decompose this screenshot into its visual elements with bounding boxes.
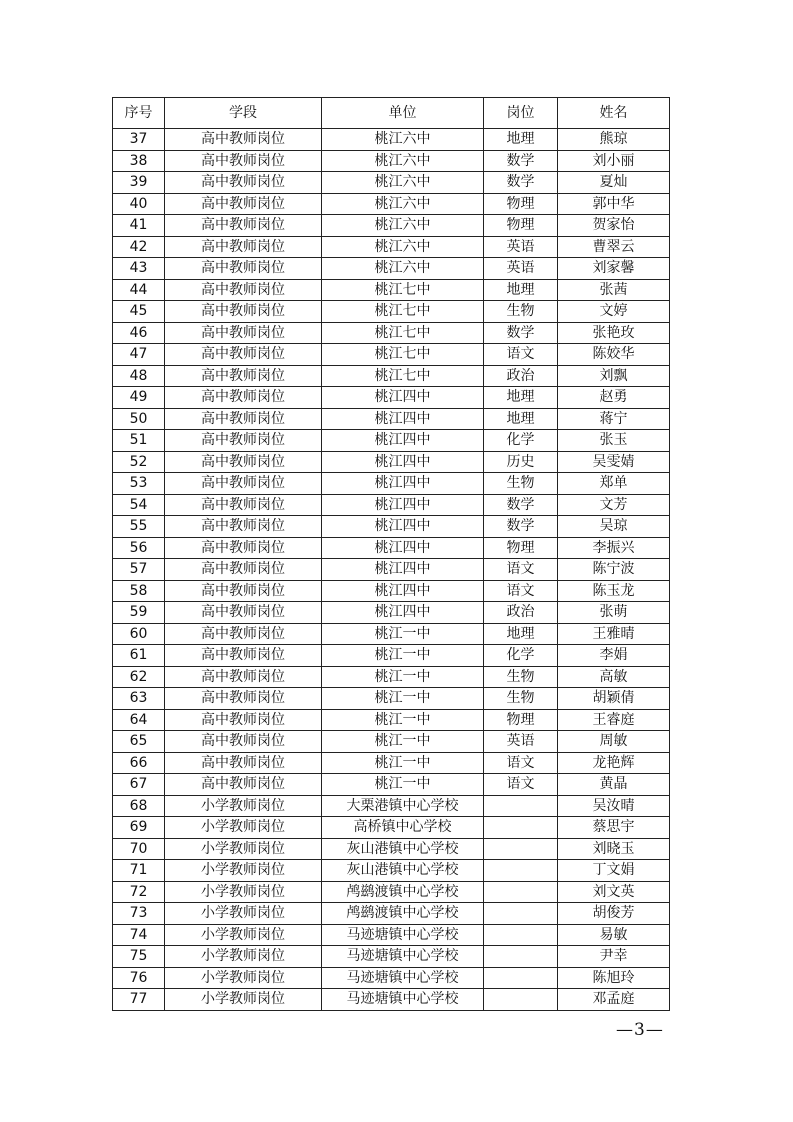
cell-stage: 小学教师岗位 [165,817,322,839]
cell-name: 夏灿 [558,172,670,194]
cell-no: 70 [113,838,165,860]
table-row [113,430,670,452]
cell-stage: 小学教师岗位 [165,924,322,946]
cell-no: 57 [113,559,165,581]
cell-unit: 大栗港镇中心学校 [322,795,484,817]
cell-no: 42 [113,236,165,258]
cell-unit: 灰山港镇中心学校 [322,860,484,882]
cell-name: 吴汝晴 [558,795,670,817]
cell-no: 64 [113,709,165,731]
table-row [113,344,670,366]
cell-post [484,903,558,925]
table-row [113,645,670,667]
cell-name: 邓孟庭 [558,989,670,1011]
cell-post: 语文 [484,752,558,774]
page-number: —3— [616,1020,664,1040]
cell-no: 67 [113,774,165,796]
table-row [113,322,670,344]
cell-stage: 高中教师岗位 [165,236,322,258]
cell-post: 生物 [484,473,558,495]
cell-unit: 马迹塘镇中心学校 [322,924,484,946]
cell-unit: 马迹塘镇中心学校 [322,946,484,968]
table-row [113,774,670,796]
header-unit: 单位 [322,98,484,129]
cell-post: 政治 [484,602,558,624]
cell-name: 贺家怡 [558,215,670,237]
cell-post: 地理 [484,623,558,645]
cell-post: 英语 [484,731,558,753]
cell-name: 吴雯婧 [558,451,670,473]
table-body [113,129,670,1011]
cell-stage: 高中教师岗位 [165,494,322,516]
cell-post: 数学 [484,322,558,344]
cell-no: 58 [113,580,165,602]
cell-no: 71 [113,860,165,882]
cell-name: 郑单 [558,473,670,495]
cell-no: 61 [113,645,165,667]
table-row [113,516,670,538]
cell-post [484,967,558,989]
cell-name: 胡俊芳 [558,903,670,925]
cell-name: 蒋宁 [558,408,670,430]
cell-stage: 高中教师岗位 [165,301,322,323]
cell-unit: 桃江六中 [322,236,484,258]
cell-name: 陈旭玲 [558,967,670,989]
cell-post: 生物 [484,301,558,323]
table-row [113,881,670,903]
cell-unit: 桃江六中 [322,215,484,237]
table-row [113,150,670,172]
cell-no: 73 [113,903,165,925]
cell-no: 49 [113,387,165,409]
cell-post [484,924,558,946]
cell-name: 郭中华 [558,193,670,215]
cell-post: 政治 [484,365,558,387]
cell-name: 蔡思宇 [558,817,670,839]
table-row [113,559,670,581]
cell-post [484,881,558,903]
cell-no: 63 [113,688,165,710]
cell-name: 刘小丽 [558,150,670,172]
cell-post [484,838,558,860]
cell-unit: 桃江四中 [322,602,484,624]
cell-unit: 桃江四中 [322,430,484,452]
table-row [113,967,670,989]
cell-stage: 小学教师岗位 [165,989,322,1011]
header-row [113,98,670,129]
cell-no: 41 [113,215,165,237]
cell-unit: 桃江一中 [322,752,484,774]
table-row [113,408,670,430]
cell-name: 张茜 [558,279,670,301]
cell-name: 张玉 [558,430,670,452]
cell-post: 地理 [484,129,558,151]
table-row [113,258,670,280]
cell-post [484,989,558,1011]
cell-stage: 高中教师岗位 [165,279,322,301]
cell-post: 数学 [484,150,558,172]
table-row [113,752,670,774]
table-row [113,494,670,516]
table-row [113,688,670,710]
cell-name: 陈姣华 [558,344,670,366]
cell-name: 吴琼 [558,516,670,538]
table-row [113,860,670,882]
cell-post [484,817,558,839]
cell-stage: 小学教师岗位 [165,946,322,968]
cell-post: 物理 [484,193,558,215]
cell-post: 地理 [484,279,558,301]
cell-stage: 高中教师岗位 [165,774,322,796]
table-row [113,537,670,559]
cell-post: 语文 [484,559,558,581]
cell-no: 72 [113,881,165,903]
cell-unit: 桃江六中 [322,129,484,151]
cell-unit: 桃江七中 [322,322,484,344]
cell-unit: 高桥镇中心学校 [322,817,484,839]
cell-unit: 桃江七中 [322,365,484,387]
cell-unit: 桃江一中 [322,709,484,731]
cell-no: 48 [113,365,165,387]
cell-post: 化学 [484,645,558,667]
table-row [113,236,670,258]
cell-stage: 小学教师岗位 [165,967,322,989]
cell-unit: 桃江四中 [322,408,484,430]
cell-stage: 高中教师岗位 [165,752,322,774]
cell-no: 54 [113,494,165,516]
cell-no: 74 [113,924,165,946]
cell-no: 37 [113,129,165,151]
cell-name: 赵勇 [558,387,670,409]
cell-unit: 桃江四中 [322,559,484,581]
cell-stage: 高中教师岗位 [165,451,322,473]
cell-post: 地理 [484,387,558,409]
table-row [113,903,670,925]
cell-no: 62 [113,666,165,688]
cell-unit: 桃江四中 [322,516,484,538]
cell-stage: 高中教师岗位 [165,365,322,387]
cell-no: 40 [113,193,165,215]
cell-stage: 高中教师岗位 [165,408,322,430]
cell-name: 李娟 [558,645,670,667]
cell-unit: 灰山港镇中心学校 [322,838,484,860]
cell-post: 语文 [484,344,558,366]
cell-post: 生物 [484,666,558,688]
cell-post: 地理 [484,408,558,430]
cell-no: 76 [113,967,165,989]
table-row [113,473,670,495]
cell-unit: 桃江一中 [322,731,484,753]
cell-no: 66 [113,752,165,774]
cell-unit: 桃江六中 [322,258,484,280]
table-row [113,365,670,387]
cell-stage: 高中教师岗位 [165,537,322,559]
cell-stage: 高中教师岗位 [165,215,322,237]
cell-unit: 桃江四中 [322,451,484,473]
cell-post: 物理 [484,537,558,559]
cell-name: 刘飘 [558,365,670,387]
header-post: 岗位 [484,98,558,129]
cell-name: 易敏 [558,924,670,946]
cell-name: 尹幸 [558,946,670,968]
table-row [113,215,670,237]
table-row [113,172,670,194]
table-row [113,817,670,839]
cell-post [484,860,558,882]
cell-post: 语文 [484,774,558,796]
cell-stage: 高中教师岗位 [165,430,322,452]
cell-name: 胡颖倩 [558,688,670,710]
cell-unit: 桃江四中 [322,580,484,602]
cell-name: 文芳 [558,494,670,516]
cell-stage: 高中教师岗位 [165,344,322,366]
cell-stage: 高中教师岗位 [165,688,322,710]
cell-no: 59 [113,602,165,624]
cell-no: 69 [113,817,165,839]
cell-name: 熊琼 [558,129,670,151]
cell-stage: 高中教师岗位 [165,322,322,344]
cell-post: 历史 [484,451,558,473]
cell-no: 39 [113,172,165,194]
cell-stage: 高中教师岗位 [165,580,322,602]
cell-unit: 马迹塘镇中心学校 [322,989,484,1011]
table-row [113,602,670,624]
cell-stage: 小学教师岗位 [165,838,322,860]
cell-name: 李振兴 [558,537,670,559]
table-row [113,666,670,688]
cell-unit: 鸬鹚渡镇中心学校 [322,903,484,925]
table-row [113,301,670,323]
cell-no: 50 [113,408,165,430]
cell-no: 46 [113,322,165,344]
cell-no: 53 [113,473,165,495]
cell-name: 高敏 [558,666,670,688]
table-row [113,795,670,817]
cell-no: 38 [113,150,165,172]
cell-post: 英语 [484,236,558,258]
cell-post: 物理 [484,215,558,237]
cell-name: 文婷 [558,301,670,323]
cell-name: 刘家馨 [558,258,670,280]
cell-post [484,946,558,968]
cell-no: 75 [113,946,165,968]
cell-post: 物理 [484,709,558,731]
table-row [113,387,670,409]
cell-no: 52 [113,451,165,473]
cell-stage: 小学教师岗位 [165,903,322,925]
cell-name: 陈宁波 [558,559,670,581]
header-name: 姓名 [558,98,670,129]
cell-stage: 高中教师岗位 [165,516,322,538]
cell-name: 王睿庭 [558,709,670,731]
cell-stage: 高中教师岗位 [165,709,322,731]
cell-post [484,795,558,817]
cell-name: 黄晶 [558,774,670,796]
roster-table [112,97,670,1011]
cell-unit: 桃江四中 [322,494,484,516]
cell-no: 47 [113,344,165,366]
cell-no: 56 [113,537,165,559]
cell-name: 龙艳辉 [558,752,670,774]
cell-post: 生物 [484,688,558,710]
cell-post: 数学 [484,494,558,516]
cell-stage: 高中教师岗位 [165,258,322,280]
table-row [113,580,670,602]
table-row [113,129,670,151]
cell-stage: 小学教师岗位 [165,881,322,903]
table-header [113,98,670,129]
cell-name: 曹翠云 [558,236,670,258]
cell-unit: 桃江一中 [322,666,484,688]
cell-unit: 桃江六中 [322,172,484,194]
cell-name: 丁文娟 [558,860,670,882]
cell-stage: 高中教师岗位 [165,602,322,624]
table-row [113,623,670,645]
cell-unit: 桃江一中 [322,774,484,796]
cell-no: 60 [113,623,165,645]
cell-post: 英语 [484,258,558,280]
cell-stage: 高中教师岗位 [165,150,322,172]
header-stage: 学段 [165,98,322,129]
table-row [113,709,670,731]
table-row [113,924,670,946]
cell-stage: 高中教师岗位 [165,129,322,151]
cell-unit: 桃江一中 [322,645,484,667]
cell-no: 43 [113,258,165,280]
table-row [113,731,670,753]
cell-no: 51 [113,430,165,452]
cell-stage: 高中教师岗位 [165,623,322,645]
cell-name: 陈玉龙 [558,580,670,602]
cell-name: 刘文英 [558,881,670,903]
cell-no: 55 [113,516,165,538]
cell-unit: 桃江四中 [322,473,484,495]
cell-unit: 桃江四中 [322,387,484,409]
cell-stage: 高中教师岗位 [165,666,322,688]
cell-unit: 桃江四中 [322,537,484,559]
cell-no: 44 [113,279,165,301]
cell-post: 数学 [484,172,558,194]
cell-unit: 桃江七中 [322,344,484,366]
cell-no: 68 [113,795,165,817]
cell-name: 张艳玫 [558,322,670,344]
cell-no: 45 [113,301,165,323]
table-row [113,193,670,215]
cell-name: 刘晓玉 [558,838,670,860]
cell-stage: 高中教师岗位 [165,645,322,667]
cell-unit: 桃江六中 [322,150,484,172]
cell-stage: 高中教师岗位 [165,731,322,753]
cell-unit: 鸬鹚渡镇中心学校 [322,881,484,903]
cell-post: 化学 [484,430,558,452]
cell-no: 77 [113,989,165,1011]
cell-unit: 马迹塘镇中心学校 [322,967,484,989]
table-row [113,989,670,1011]
cell-post: 语文 [484,580,558,602]
cell-stage: 高中教师岗位 [165,172,322,194]
cell-name: 王雅晴 [558,623,670,645]
cell-unit: 桃江六中 [322,193,484,215]
cell-no: 65 [113,731,165,753]
cell-unit: 桃江七中 [322,279,484,301]
table-row [113,279,670,301]
cell-post: 数学 [484,516,558,538]
cell-stage: 小学教师岗位 [165,860,322,882]
cell-stage: 高中教师岗位 [165,387,322,409]
table-row [113,451,670,473]
table-row [113,838,670,860]
table-row [113,946,670,968]
cell-unit: 桃江七中 [322,301,484,323]
cell-name: 张萌 [558,602,670,624]
cell-stage: 高中教师岗位 [165,559,322,581]
cell-stage: 小学教师岗位 [165,795,322,817]
cell-unit: 桃江一中 [322,623,484,645]
cell-name: 周敏 [558,731,670,753]
cell-unit: 桃江一中 [322,688,484,710]
cell-stage: 高中教师岗位 [165,473,322,495]
header-no: 序号 [113,98,165,129]
cell-stage: 高中教师岗位 [165,193,322,215]
